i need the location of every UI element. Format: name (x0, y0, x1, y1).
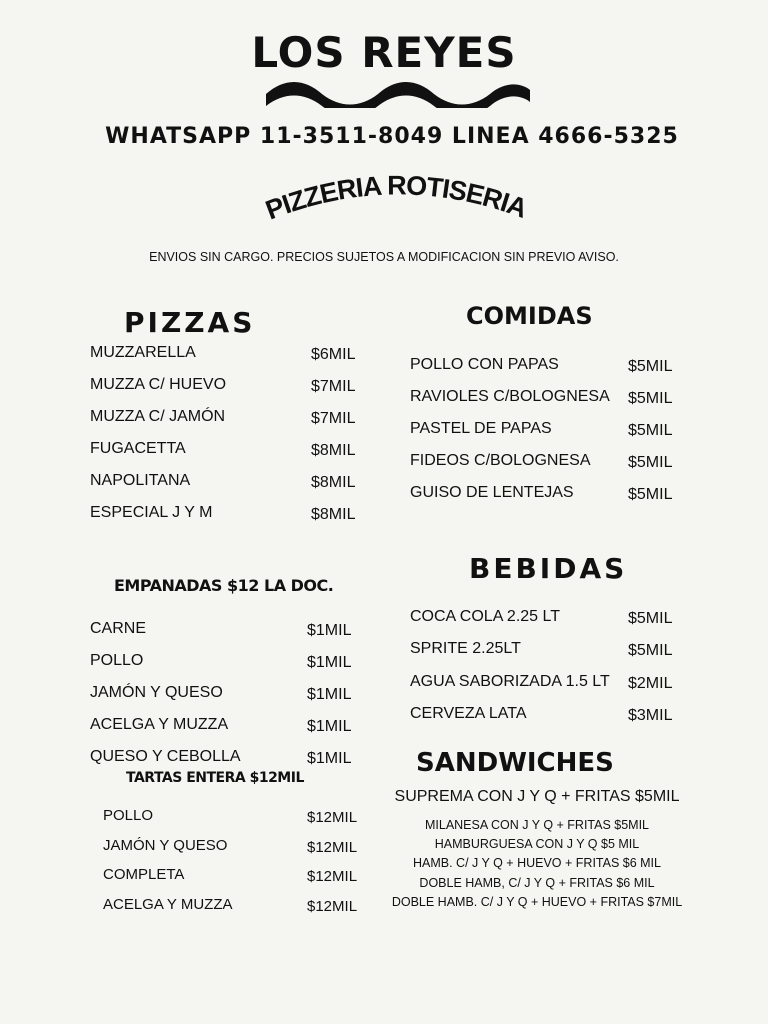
pizzas-item-name: ESPECIAL J Y M (90, 504, 213, 521)
comidas-item-price: $5MIL (628, 422, 673, 439)
pizzas-heading: PIZZAS (124, 306, 256, 339)
pizzas-item-price: $8MIL (311, 442, 356, 459)
pizzas-item-name: NAPOLITANA (90, 472, 191, 489)
pizzas-item-name: FUGACETTA (90, 440, 186, 457)
sandwiches-item: DOBLE HAMB. C/ J Y Q + HUEVO + FRITAS $7MIL (391, 895, 683, 909)
page-title: LOS REYES (251, 28, 517, 77)
tartas-item-price: $12MIL (307, 838, 358, 856)
comidas-item-price: $5MIL (628, 454, 673, 471)
pizzas-item-price: $8MIL (311, 506, 356, 523)
comidas-heading: COMIDAS (466, 302, 593, 330)
pizzas-item-price: $8MIL (311, 474, 356, 491)
empanadas-item-price: $1MIL (307, 686, 352, 703)
empanadas-heading: EMPANADAS $12 LA DOC. (114, 576, 334, 595)
comidas-item-name: GUISO DE LENTEJAS (410, 484, 574, 501)
pizzas-item-name: MUZZA C/ JAMÓN (90, 408, 226, 425)
tartas-item-name: ACELGA Y MUZZA (103, 895, 233, 913)
empanadas-item-price: $1MIL (307, 750, 352, 767)
sandwiches-heading: SANDWICHES (416, 748, 614, 778)
pizzas-item-price: $7MIL (311, 410, 356, 427)
sandwiches-item: MILANESA CON J Y Q + FRITAS $5MIL (424, 818, 650, 832)
empanadas-item-name: JAMÓN Y QUESO (90, 684, 223, 701)
empanadas-item-price: $1MIL (307, 622, 352, 639)
bebidas-item-price: $3MIL (628, 706, 673, 724)
empanadas-item-name: QUESO Y CEBOLLA (90, 748, 241, 765)
comidas-item-price: $5MIL (628, 486, 673, 503)
svg-text:PIZZERIA ROTISERIA (262, 170, 531, 225)
tartas-item-price: $12MIL (307, 809, 358, 826)
pizzas-item-price: $6MIL (311, 346, 356, 363)
bebidas-item-name: SPRITE 2.25LT (410, 640, 521, 658)
tartas-item-name: COMPLETA (103, 866, 185, 883)
comidas-item-name: FIDEOS C/BOLOGNESA (410, 452, 591, 469)
comidas-item-name: RAVIOLES C/BOLOGNESA (410, 388, 610, 405)
pizzas-item-name: MUZZARELLA (90, 344, 196, 361)
tartas-item-price: $12MIL (307, 868, 358, 885)
notice-text: ENVIOS SIN CARGO. PRECIOS SUJETOS A MODIFICACION SIN PREVIO AVISO. (149, 250, 619, 264)
pizzas-item-price: $7MIL (311, 378, 356, 395)
sandwiches-item: SUPREMA CON J Y Q + FRITAS $5MIL (394, 788, 680, 805)
bebidas-heading: BEBIDAS (469, 552, 628, 585)
empanadas-item-name: CARNE (90, 620, 147, 637)
bebidas-item-price: $5MIL (628, 610, 673, 627)
tartas-item-name: POLLO (103, 807, 154, 824)
tartas-heading: TARTAS ENTERA $12MIL (126, 770, 304, 786)
empanadas-item-price: $1MIL (307, 718, 352, 735)
bebidas-item-price: $5MIL (628, 642, 673, 660)
bebidas-item-name: COCA COLA 2.25 LT (410, 608, 560, 625)
subtitle-arc (260, 168, 550, 238)
wave-decoration (264, 80, 532, 108)
comidas-item-price: $5MIL (628, 390, 673, 407)
comidas-item-price: $5MIL (628, 358, 673, 375)
comidas-item-name: POLLO CON PAPAS (410, 356, 559, 373)
tartas-item-price: $12MIL (307, 897, 358, 915)
bebidas-item-name: AGUA SABORIZADA 1.5 LT (410, 672, 610, 690)
bebidas-item-name: CERVEZA LATA (410, 704, 527, 722)
pizzas-item-name: MUZZA C/ HUEVO (90, 376, 227, 393)
sandwiches-item: HAMBURGUESA CON J Y Q $5 MIL (434, 837, 640, 851)
contact-phones: WHATSAPP 11-3511-8049 LINEA 4666-5325 (105, 124, 679, 149)
bebidas-item-price: $2MIL (628, 674, 673, 692)
sandwiches-item: HAMB. C/ J Y Q + HUEVO + FRITAS $6 MIL (413, 856, 661, 870)
empanadas-item-name: POLLO (90, 652, 144, 669)
tartas-item-name: JAMÓN Y QUESO (103, 836, 228, 854)
empanadas-item-price: $1MIL (307, 654, 352, 671)
subtitle: PIZZERIA ROTISERIA (261, 170, 531, 226)
comidas-item-name: PASTEL DE PAPAS (410, 420, 552, 437)
sandwiches-item: DOBLE HAMB, C/ J Y Q + FRITAS $6 MIL (419, 876, 655, 890)
empanadas-item-name: ACELGA Y MUZZA (90, 716, 229, 733)
